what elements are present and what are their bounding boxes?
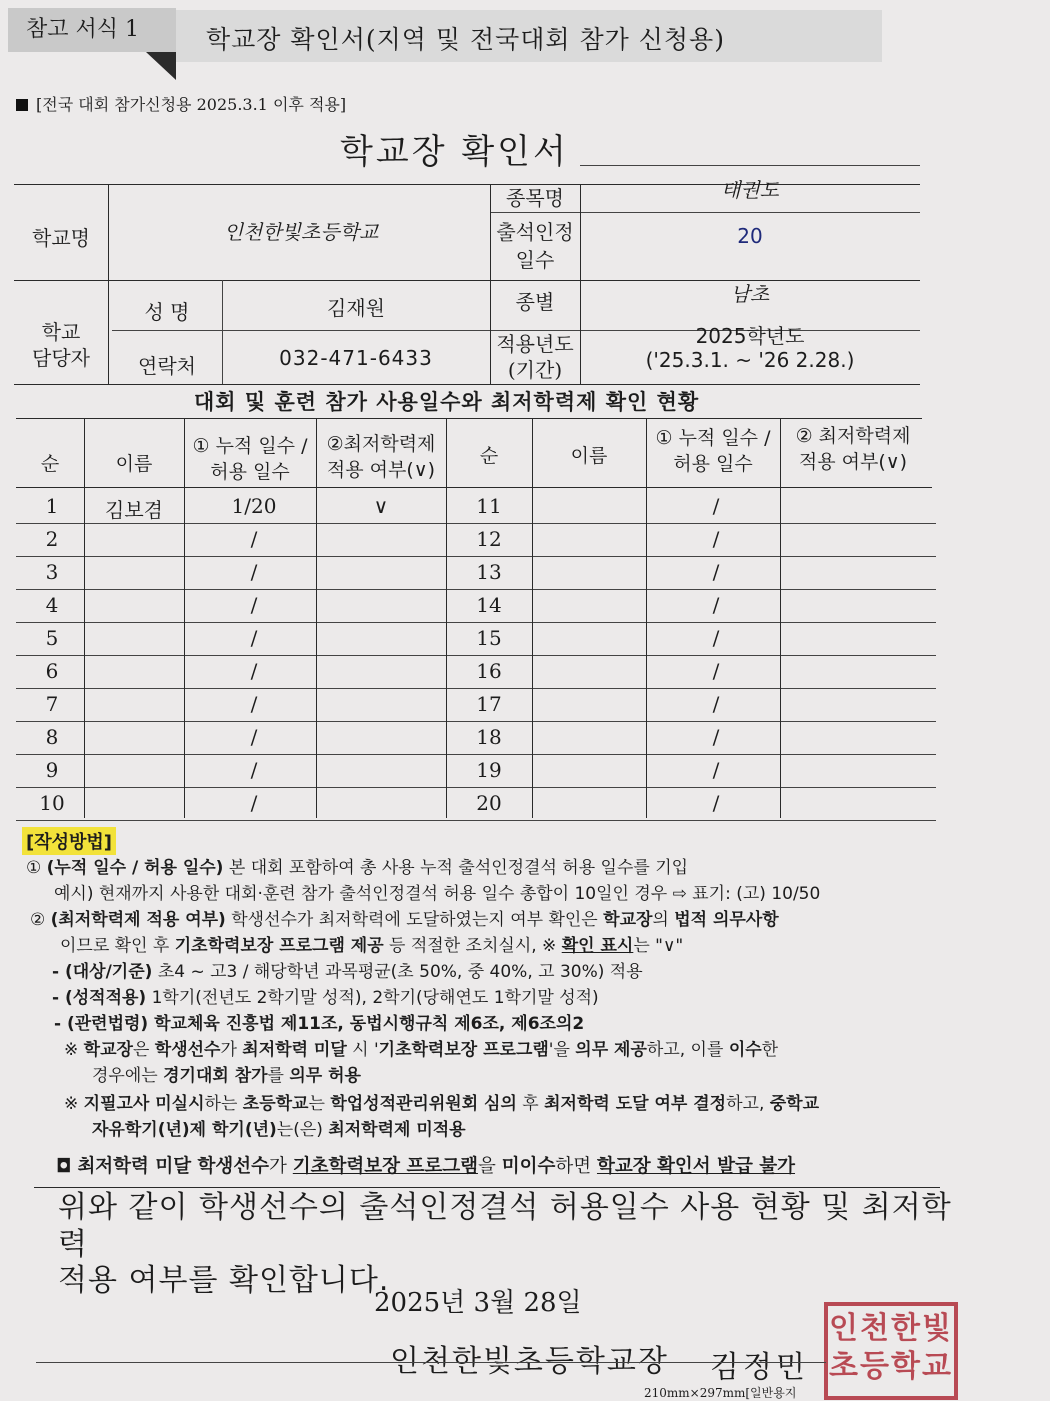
row-days-right: / (712, 527, 720, 551)
instruction-example: 예시) 현재까지 사용한 대회·훈련 참가 출석인정결석 허용 일수 총합이 10일인 경우 ⇨ 표기: (고) 10/50 (54, 884, 821, 904)
gender-label: 종별 (515, 290, 555, 314)
note-2-b2: 초등학교 (242, 1094, 309, 1114)
event-label: 종목명 (506, 186, 564, 210)
col-check-right-1: ② 최저학력제 (795, 425, 911, 447)
row-number: 4 (45, 593, 59, 617)
instruction-note-1 (64, 1040, 778, 1060)
row-days: / (250, 593, 258, 617)
row-days: / (250, 791, 258, 815)
notice (16, 92, 346, 115)
instruction-2-text: 학생선수가 최저학력에 도달하였는지 여부 확인은 (225, 910, 604, 930)
warning-t1: 가 (269, 1156, 293, 1177)
principal-name: 김정민 (710, 1350, 809, 1385)
info-vline-1 (108, 184, 109, 384)
warning-underline (34, 1187, 940, 1188)
staff-label-1: 학교 (41, 320, 81, 344)
form-title: 학교장 확인서(지역 및 전국대회 참가 신청용) (206, 25, 725, 54)
gender-value: 남초 (730, 282, 770, 306)
row-days: / (250, 659, 258, 683)
school-principal-title: 인천한빛초등학교장 (390, 1344, 669, 1379)
col-days-1: ① 누적 일수 / (192, 435, 308, 457)
row-number-right: 17 (476, 692, 502, 716)
warning-box-icon: ◘ (56, 1156, 72, 1177)
status-title: 대회 및 훈련 참가 사용일수와 최저학력제 확인 현황 (194, 390, 700, 414)
row-days-right: / (712, 659, 720, 683)
row-number: 7 (45, 692, 59, 716)
note-1-t4: 시 ' (346, 1040, 379, 1060)
note-1-mark: ※ (64, 1040, 84, 1060)
row-days-right: / (712, 758, 720, 782)
row-days-right: / (712, 626, 720, 650)
row-number: 10 (39, 791, 65, 815)
contact-value: 032-471-6433 (279, 346, 433, 370)
note-1c-b1: 경기대회 참가 (163, 1066, 268, 1086)
status-line-top (16, 418, 922, 419)
note-1-t5: '을 (548, 1040, 576, 1060)
row-line (16, 688, 936, 689)
instruction-law (54, 1014, 584, 1034)
instruction-1 (26, 858, 688, 878)
row-number-right: 18 (476, 725, 502, 749)
form-tag-corner (146, 52, 176, 80)
warning-b2: 기초학력보장 프로그램 (292, 1156, 478, 1177)
row-number: 8 (45, 725, 59, 749)
instruction-grades (52, 988, 599, 1008)
staff-label-2: 담당자 (32, 346, 90, 370)
instruction-1-number: ① (26, 858, 42, 878)
note-2c-b2: 최저학력제 미적용 (328, 1120, 466, 1140)
note-1-t3: 가 (220, 1040, 243, 1060)
instruction-2 (30, 910, 779, 930)
row-number: 6 (45, 659, 59, 683)
note-2-b4: 최저학력 도달 여부 결정 (544, 1094, 727, 1114)
col-name: 이름 (115, 453, 153, 475)
row-line (16, 820, 936, 821)
note-1-b5: 의무 제공 (575, 1040, 647, 1060)
row-days-right: / (712, 791, 720, 815)
note-2-t4: 후 (516, 1094, 545, 1114)
instruction-2c-bold-2: 확인 표시 (561, 936, 634, 956)
col-order: 순 (40, 453, 60, 475)
instruction-2c-text-2: 등 적절한 조치실시, ※ (383, 936, 562, 956)
form-tag: 참고 서식 1 (8, 8, 176, 52)
attendance-label-1: 출석인정 (496, 220, 574, 244)
note-1-b1: 학교장 (83, 1040, 133, 1060)
row-check: ∨ (373, 494, 389, 518)
warning-b4: 학교장 확인서 발급 불가 (596, 1156, 796, 1177)
instruction-2-bold-2: 학교장 (603, 910, 653, 930)
square-bullet-icon (16, 99, 28, 111)
instruction-target (52, 962, 643, 982)
status-vline-5 (532, 418, 533, 818)
school-label: 학교명 (32, 226, 90, 250)
attendance-label-2: 일수 (515, 248, 555, 272)
row-line (16, 523, 936, 524)
row-line (16, 754, 936, 755)
school-value: 인천한빛초등학교 (223, 220, 379, 244)
col-order-right: 순 (479, 445, 499, 467)
paper-size-note: 210mm×297mm[일반용지 (644, 1386, 797, 1400)
instruction-1-text: 본 대회 포함하여 총 사용 누적 출석인정결석 허용 일수를 기입 (223, 858, 689, 878)
instruction-1-bold: (누적 일수 / 허용 일수) (46, 858, 224, 878)
row-number: 1 (45, 494, 59, 518)
row-line (16, 589, 936, 590)
note-2-t5: 하고, (726, 1094, 770, 1114)
instruction-target-text: 초4 ~ 고3 / 해당학년 과목평균(초 50%, 중 40%, 고 30%) 적용 (152, 962, 643, 982)
note-2-b1: 지필고사 미실시 (83, 1094, 205, 1114)
row-days-right: / (712, 560, 720, 584)
row-number-right: 20 (476, 791, 502, 815)
col-name-right: 이름 (570, 445, 608, 467)
seal-line-1: 인천한빛 (829, 1311, 953, 1346)
instruction-2c-bold: 기초학력보장 프로그램 제공 (174, 936, 384, 956)
event-value: 태권도 (721, 178, 779, 202)
note-1-b4: 기초학력보장 프로그램 (378, 1040, 549, 1060)
row-number-right: 13 (476, 560, 502, 584)
col-days-right-2: 허용 일수 (673, 453, 753, 475)
row-number: 3 (45, 560, 59, 584)
info-line-event (490, 212, 920, 213)
row-number-right: 15 (476, 626, 502, 650)
instruction-warning (56, 1156, 795, 1178)
instruction-2-cont (60, 936, 683, 956)
name-label: 성 명 (144, 300, 190, 324)
row-days: / (250, 758, 258, 782)
row-number: 5 (45, 626, 59, 650)
row-number-right: 12 (476, 527, 502, 551)
signature-line (36, 1362, 826, 1363)
row-name: 김보겸 (105, 498, 163, 522)
year-label-1: 적용년도 (496, 332, 574, 356)
instruction-2c-text: 이므로 확인 후 (60, 936, 175, 956)
warning-t2: 을 (477, 1156, 502, 1177)
col-check-2: 적용 여부(∨) (326, 459, 436, 481)
note-2c-b1: 자유학기(년)제 학기(년) (92, 1120, 277, 1140)
official-seal (824, 1302, 958, 1400)
year-label-2: (기간) (507, 358, 563, 382)
note-2-mark: ※ (64, 1094, 84, 1114)
contact-label: 연락처 (138, 354, 196, 378)
row-days: 1/20 (231, 494, 277, 518)
note-1c-b2: 의무 허용 (289, 1066, 361, 1086)
instruction-2-text-2: 의 (652, 910, 675, 930)
row-days: / (250, 560, 258, 584)
row-number: 2 (45, 527, 59, 551)
row-days-right: / (712, 725, 720, 749)
period-value: ('25.3.1. ~ '26 2.28.) (645, 348, 855, 372)
row-days: / (250, 626, 258, 650)
instruction-note-2-cont (92, 1120, 466, 1140)
main-title: 학교장 확인서 (340, 132, 569, 172)
instruction-target-bold: - (대상/기준) (52, 962, 153, 982)
instruction-note-2 (64, 1094, 819, 1114)
row-days: / (250, 527, 258, 551)
confirmation-line-1: 위와 같이 학생선수의 출석인정결석 허용일수 사용 현황 및 최저학력 (58, 1190, 952, 1262)
note-1-t7: 한 (761, 1040, 779, 1060)
row-days-right: / (712, 593, 720, 617)
info-line-top-right (580, 165, 920, 166)
instruction-grades-text: 1학기(전년도 2학기말 성적), 2학기(당해연도 1학기말 성적) (146, 988, 599, 1008)
status-vline-1 (84, 418, 85, 818)
year-value: 2025학년도 (695, 324, 805, 348)
row-days: / (250, 725, 258, 749)
row-line (16, 655, 936, 656)
row-days-right: / (712, 494, 720, 518)
col-check-right-2: 적용 여부(∨) (798, 451, 908, 473)
row-line (16, 721, 936, 722)
instruction-law-bold: - (관련법령) 학교체육 진흥법 제11조, 동법시행규칙 제6조, 제6조의2 (54, 1014, 585, 1034)
col-days-right-1: ① 누적 일수 / (655, 427, 771, 449)
note-2-b5: 중학교 (769, 1094, 820, 1114)
info-line-bottom (14, 384, 920, 385)
warning-b3: 미이수 (501, 1156, 556, 1177)
row-line (16, 556, 936, 557)
note-2-t3: 는 (308, 1094, 331, 1114)
instruction-2c-text-3: 는 "∨" (633, 936, 684, 956)
instruction-2-bold: (최저학력제 적용 여부) (50, 910, 226, 930)
row-line (16, 787, 936, 788)
row-line (16, 622, 936, 623)
row-number-right: 16 (476, 659, 502, 683)
seal-line-2: 초등학교 (829, 1348, 953, 1384)
note-1-b3: 최저학력 미달 (242, 1040, 347, 1060)
issue-date: 2025년 3월 28일 (374, 1288, 582, 1318)
name-value: 김재원 (327, 296, 385, 320)
confirmation-line-2: 적용 여부를 확인합니다. (58, 1263, 390, 1299)
instruction-note-1-cont (92, 1066, 361, 1086)
note-2-b3: 학업성적관리위원회 심의 (330, 1094, 517, 1114)
row-days: / (250, 692, 258, 716)
note-2c-t1: 는(은) (276, 1120, 329, 1140)
status-line-header (16, 487, 932, 488)
row-number-right: 14 (476, 593, 502, 617)
col-days-2: 허용 일수 (210, 461, 290, 483)
col-check-1: ②최저학력제 (326, 433, 436, 455)
instruction-2-bold-3: 법적 의무사항 (674, 910, 779, 930)
row-days-right: / (712, 692, 720, 716)
note-2-t2: 하는 (204, 1094, 243, 1114)
note-1-b6: 이수 (728, 1040, 762, 1060)
row-number: 9 (45, 758, 59, 782)
row-number-right: 11 (476, 494, 502, 518)
notice-text: [전국 대회 참가신청용 2025.3.1 이후 적용] (36, 95, 347, 114)
note-1-b2: 학생선수 (154, 1040, 221, 1060)
note-1c-t2: 를 (267, 1066, 290, 1086)
instruction-2-number: ② (30, 910, 46, 930)
method-label: [작성방법] (22, 827, 116, 855)
note-1-t6: 하고, 이를 (646, 1040, 729, 1060)
row-number-right: 19 (476, 758, 502, 782)
warning-t3: 하면 (555, 1156, 597, 1177)
attendance-value: 20 (737, 224, 763, 248)
instruction-grades-bold: - (성적적용) (52, 988, 147, 1008)
note-1c-t1: 경우에는 (92, 1066, 164, 1086)
note-1-t2: 은 (132, 1040, 155, 1060)
warning-b1: 최저학력 미달 학생선수 (77, 1156, 270, 1177)
